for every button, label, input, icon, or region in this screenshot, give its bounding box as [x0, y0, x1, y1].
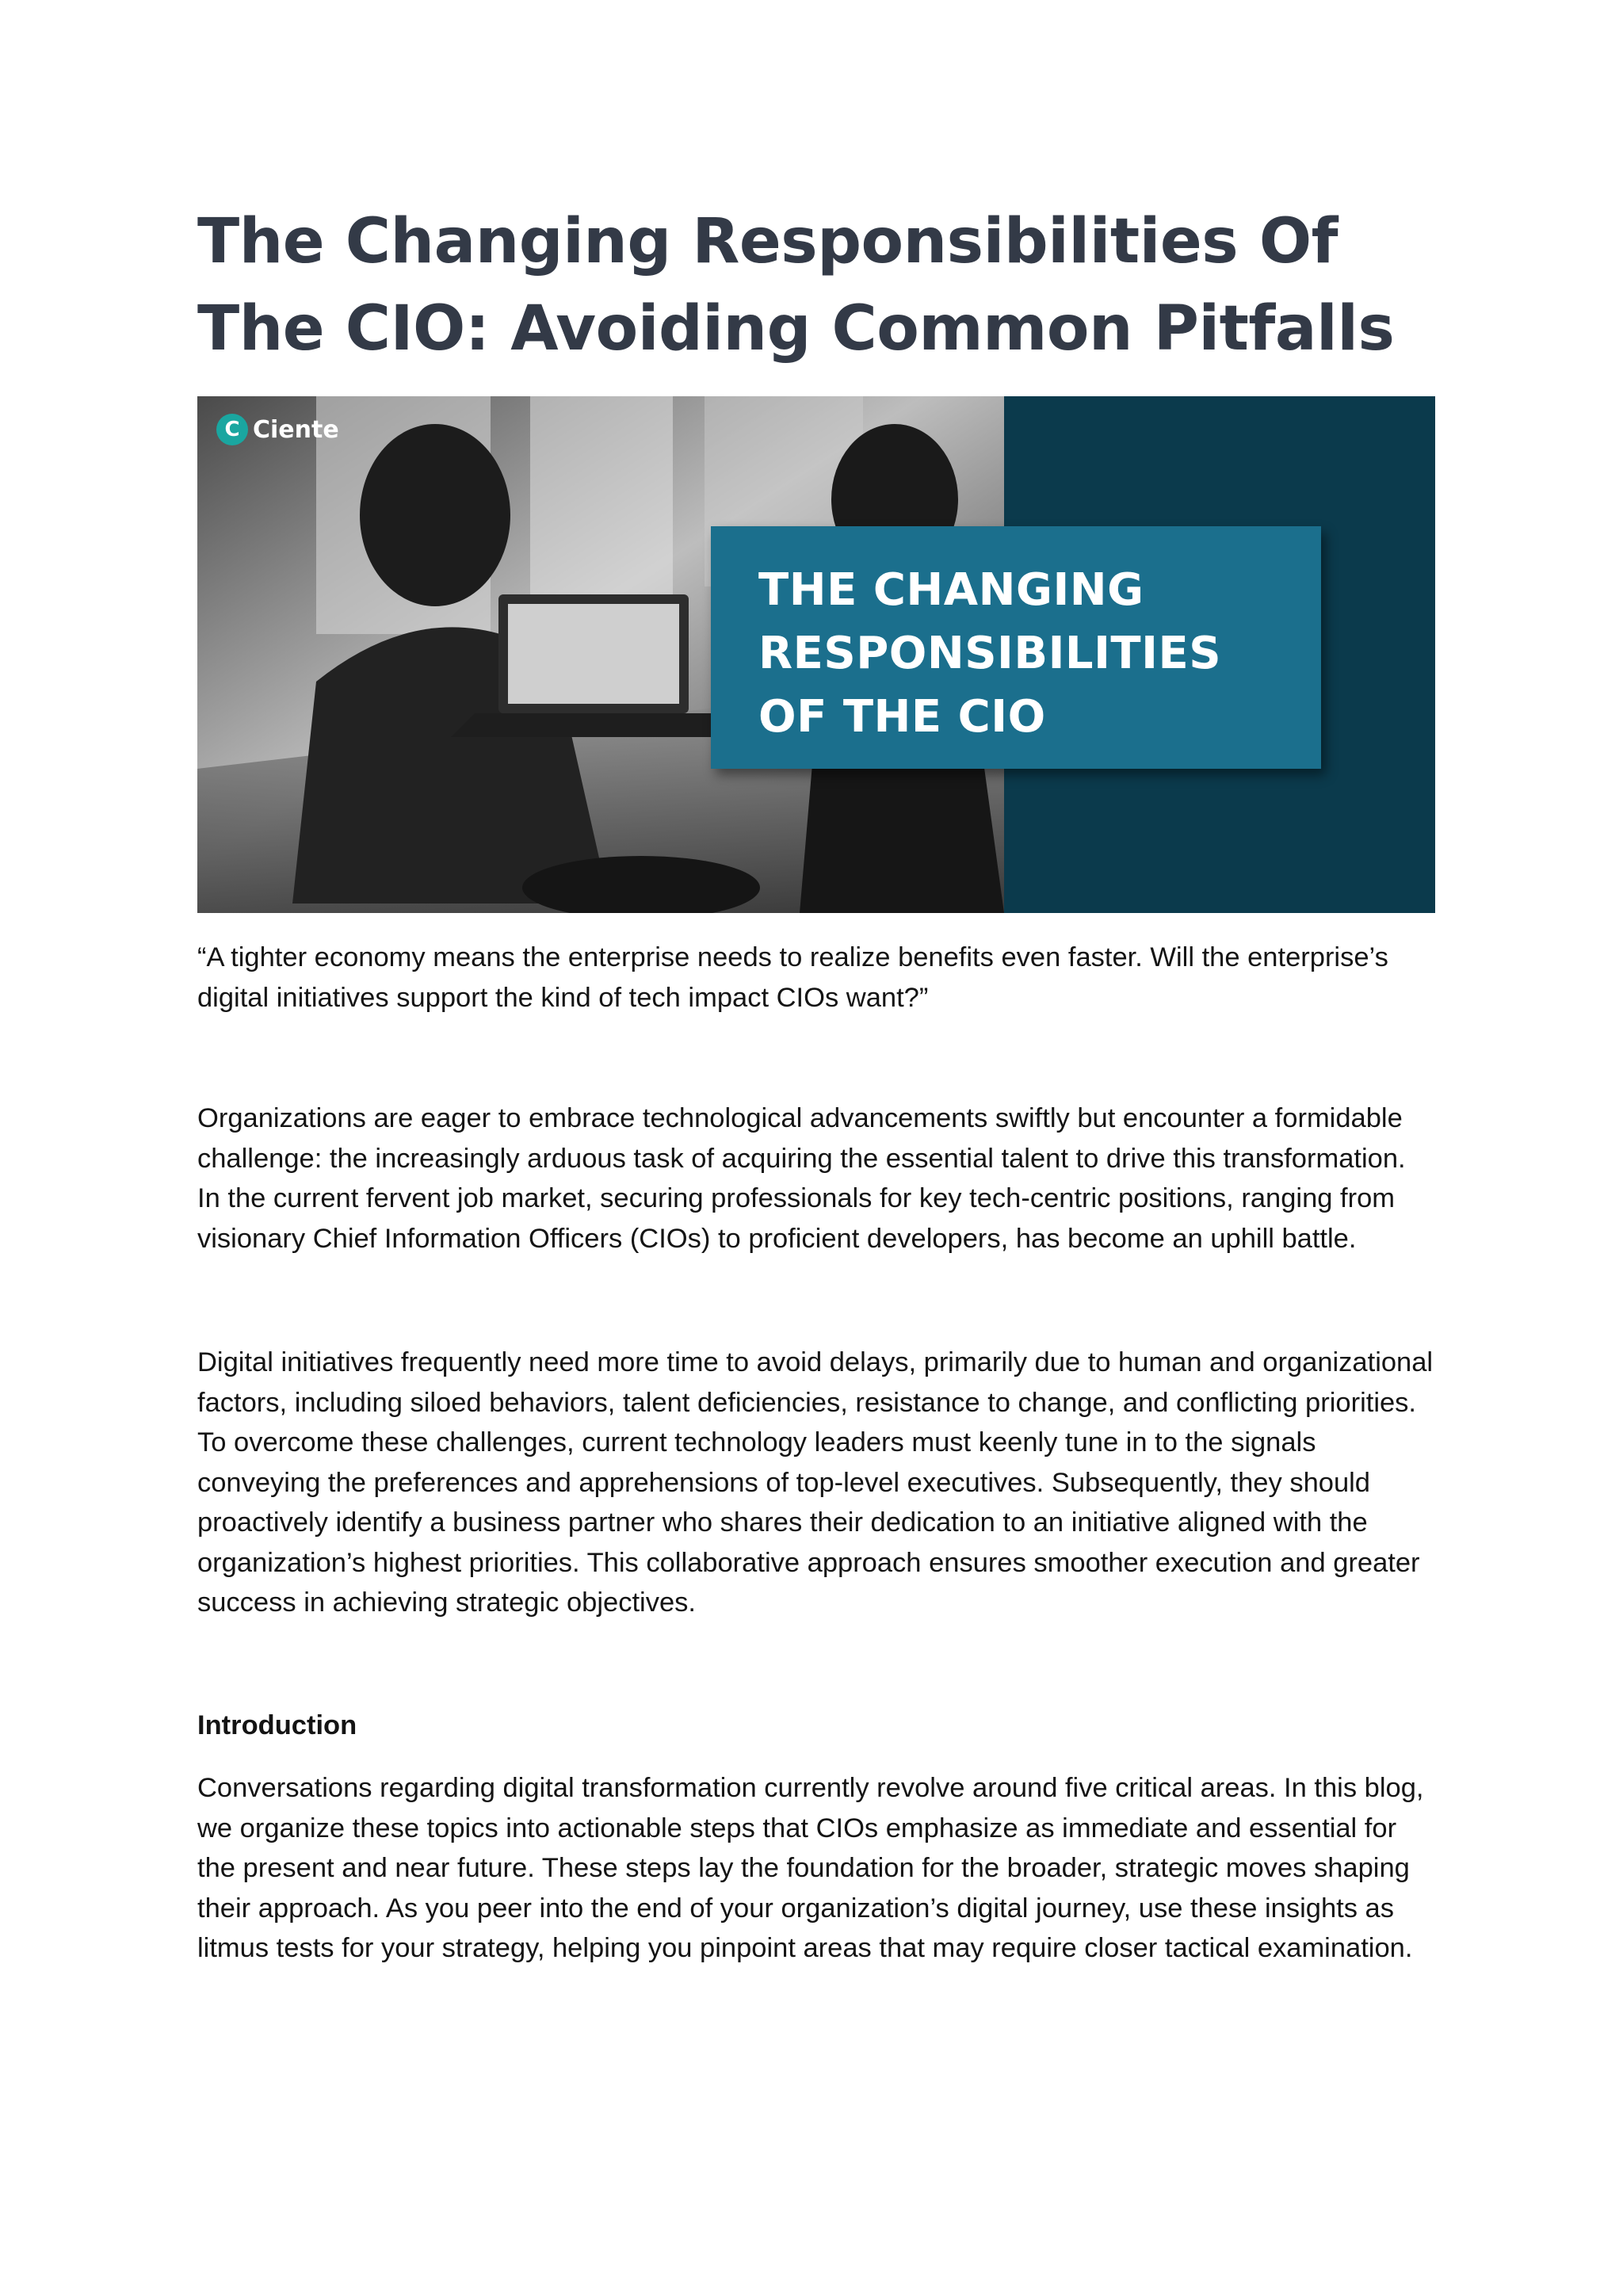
body-paragraph-2: Digital initiatives frequently need more time to avoid delays, primarily due to human and organizational factors, including siloed behaviors, talent deficiencies, resistance to change, and conflicting priorities. To overcome these challenges, current technology leaders must keenly tune in to the signals conveying the preferences and apprehensions of top-level executives. Subsequently, they should proactively identify a business partner who shares their dedication to an initiative aligned with the organization’s highest priorities. This collaborative approach ensures smoother execution and greater success in achieving strategic objectives.: [197, 1347, 1434, 1618]
hero-banner-line-2: RESPONSIBILITIES: [758, 628, 1222, 679]
hero-banner-line-1: THE CHANGING: [758, 564, 1144, 616]
body-paragraph-1: Organizations are eager to embrace technological advancements swiftly but encounter a formidable challenge: the increasingly arduous task of acquiring the essential talent to drive this transformation. In the current fervent job market, securing professionals for key tech-centric positions, ranging from visionary Chief Information Officers (CIOs) to proficient developers, has become an uphill battle.: [197, 1103, 1406, 1254]
ciente-logo-text: Ciente: [253, 415, 339, 444]
quote-paragraph: “A tighter economy means the enterprise needs to realize benefits even faster. Will the enterprise’s digital initiatives support the kind of tech impact CIOs want?”: [197, 942, 1388, 1013]
introduction-paragraph: Conversations regarding digital transformation currently revolve around five critical areas. In this blog, we organize these topics into actionable steps that CIOs emphasize as immediate and essential for the present and near future. These steps lay the foundation for the broader, strategic moves shaping their approach. As you peer into the end of your organization’s digital journey, use these insights as litmus tests for your strategy, helping you pinpoint areas that may require closer tactical examination.: [197, 1773, 1424, 1963]
hero-image: [197, 396, 1435, 913]
article-title: The Changing Responsibilities Of The CIO: Avoiding Common Pitfalls: [197, 206, 1395, 365]
ciente-logo-icon: C: [216, 414, 248, 445]
ciente-logo: [216, 414, 339, 445]
section-heading-introduction: Introduction: [197, 1710, 357, 1740]
hero-banner-box: [711, 526, 1321, 769]
hero-banner-line-3: OF THE CIO: [758, 691, 1046, 743]
